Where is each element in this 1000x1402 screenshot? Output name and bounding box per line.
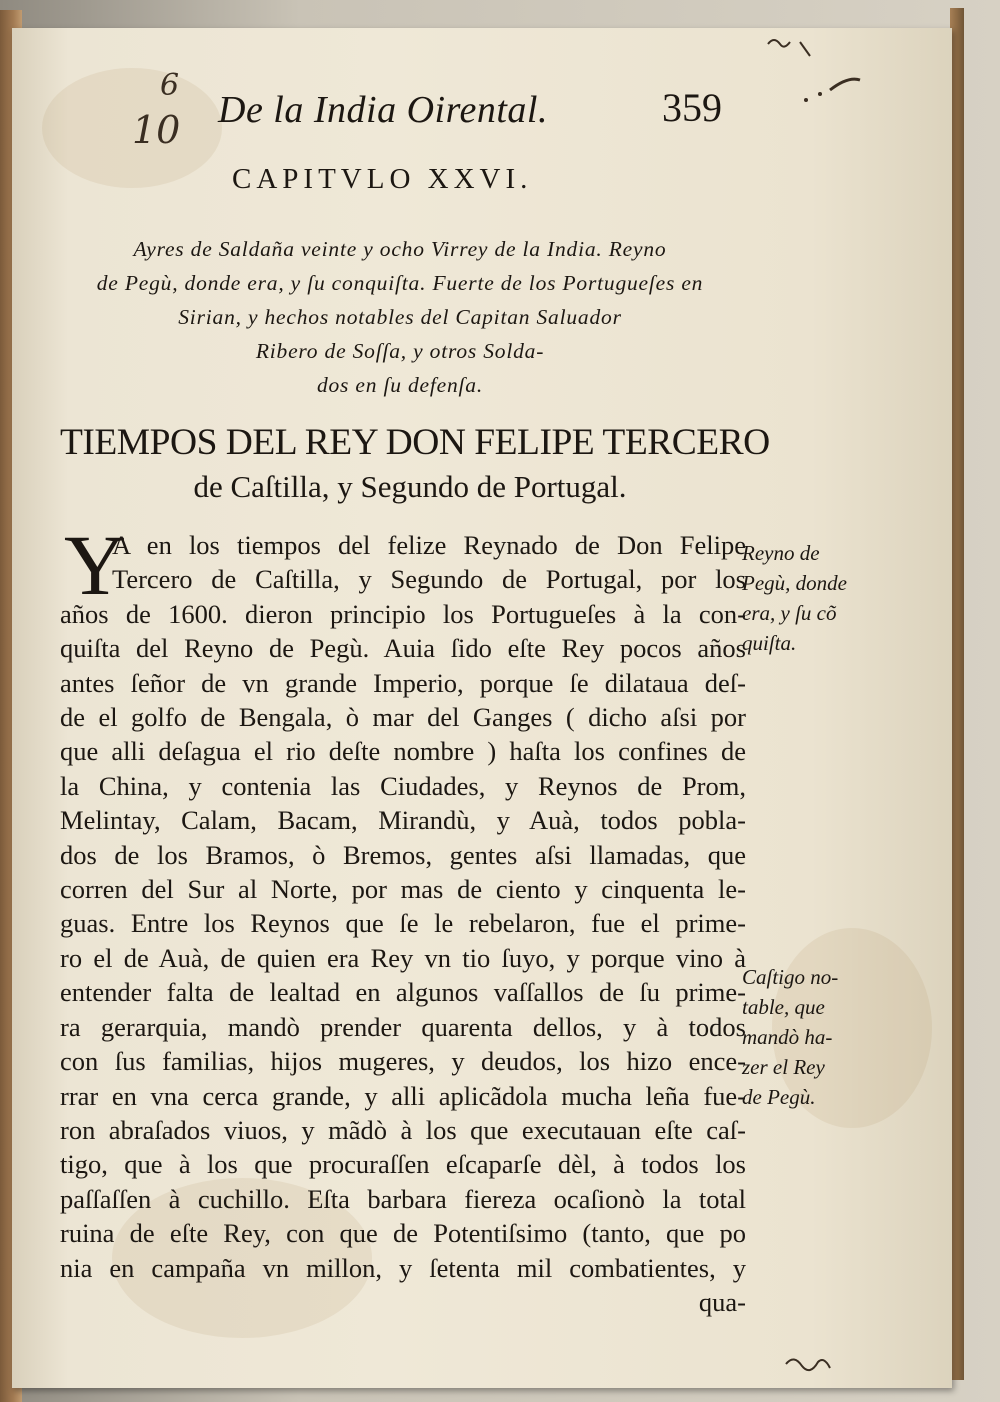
body-line: tigo, que à los que procuraſſen eſcaparſe dèl, à todos los (60, 1149, 746, 1180)
body-line: ruina de eſte Rey, con que de Potentiſsimo (tanto, que po (60, 1218, 746, 1249)
summary-line: de Pegù, donde era, y ſu conquiſta. Fuerte de los Portugueſes en (96, 271, 704, 295)
body-line: paſſaſſen à cuchillo. Eſta barbara fiereza ocaſionò la total (60, 1183, 746, 1214)
body-line: quiſta del Reyno de Pegù. Auia ſido eſte Rey pocos años (60, 633, 746, 664)
summary-line: Sirian, y hechos notables del Capitan Saluador (178, 305, 622, 329)
body-line: con ſus familias, hijos mugeres, y deudos, los hizo ence- (60, 1046, 746, 1077)
chapter-title: CAPITVLO XXVI. (232, 163, 533, 195)
body-line: A en los tiempos del felize Reynado de Don Felipe (112, 530, 746, 560)
body-line: antes ſeñor de vn grande Imperio, porque ſe dilataua deſ- (60, 667, 746, 698)
running-title: De la India Oirental. (218, 89, 548, 131)
handwritten-page-mark: 10 (132, 108, 181, 152)
body-line: entender falta de lealtad en algunos vaſſallos de ſu prime- (60, 977, 746, 1008)
body-line: corren del Sur al Norte, por mas de ciento y cinquenta le- (60, 874, 746, 905)
margin-note-line: era, y ſu cõ (742, 601, 837, 625)
margin-note-castigo (742, 962, 838, 1112)
body-line: que alli deſagua el rio deſte nombre ) haſta los confines de (60, 736, 746, 767)
body-line: guas. Entre los Reynos que ſe le rebelaron, fue el prime- (60, 908, 746, 939)
body-line: rrar en vna cerca grande, y alli aplicãdola mucha leña fue- (60, 1080, 746, 1111)
chapter-summary (60, 232, 740, 402)
margin-note-line: Caſtigo no- (742, 965, 839, 989)
body-line: dos de los Bramos, ò Bremos, gentes aſsi llamadas, que (60, 839, 746, 870)
body-line: la China, y contenia las Ciudades, y Reynos de Prom, (60, 770, 746, 801)
body-line: de el golfo de Bengala, ò mar del Ganges ( dicho aſsi por (60, 702, 746, 733)
section-heading-line-1: TIEMPOS DEL REY DON FELIPE TERCERO (60, 422, 770, 463)
body-line: ron abraſados viuos, y mãdò à los que executauan eſte caſ- (60, 1114, 746, 1145)
margin-note-line: Reyno de (742, 541, 820, 565)
section-heading-line-2: de Caſtilla, y Segundo de Portugal. (193, 469, 627, 504)
summary-line: Ayres de Saldaña veinte y ocho Virrey de la India. Reyno (133, 237, 667, 261)
body-line: Tercero de Caſtilla, y Segundo de Portugal, por los (112, 564, 746, 595)
summary-line: dos en ſu defenſa. (316, 373, 484, 397)
drop-cap: Y (64, 517, 127, 613)
section-heading (60, 420, 770, 508)
margin-note-line: table, que (742, 995, 825, 1019)
margin-note-line: zer el Rey (742, 1055, 825, 1079)
margin-note-line: de Pegù. (742, 1085, 816, 1109)
ink-scribble (760, 30, 870, 110)
body-line: años de 1600. dieron principio los Portugueſes à la con- (60, 598, 746, 629)
body-line: ro el de Auà, de quien era Rey vn tio ſuyo, y porque vino à (60, 942, 746, 973)
catchword: qua- (698, 1286, 746, 1317)
body-line: nia en campaña vn millon, y ſetenta mil combatientes, y (60, 1252, 746, 1283)
margin-note-reyno (742, 538, 847, 658)
handwritten-mark: 6 (160, 68, 180, 103)
margin-note-line: mandò ha- (742, 1025, 833, 1049)
body-line: ra gerarquia, mandò prender quarenta dellos, y à todos (60, 1011, 746, 1042)
summary-line: Ribero de Soſſa, y otros Solda- (255, 339, 545, 363)
ink-scribble (780, 1350, 850, 1380)
margin-note-line: Pegù, donde (742, 571, 847, 595)
page-edge (950, 8, 964, 1380)
body-text (60, 528, 746, 1319)
page-number: 359 (662, 85, 722, 130)
margin-note-line: quiſta. (742, 631, 797, 655)
body-line: Melintay, Calam, Bacam, Mirandù, y Auà, todos pobla- (60, 805, 746, 836)
